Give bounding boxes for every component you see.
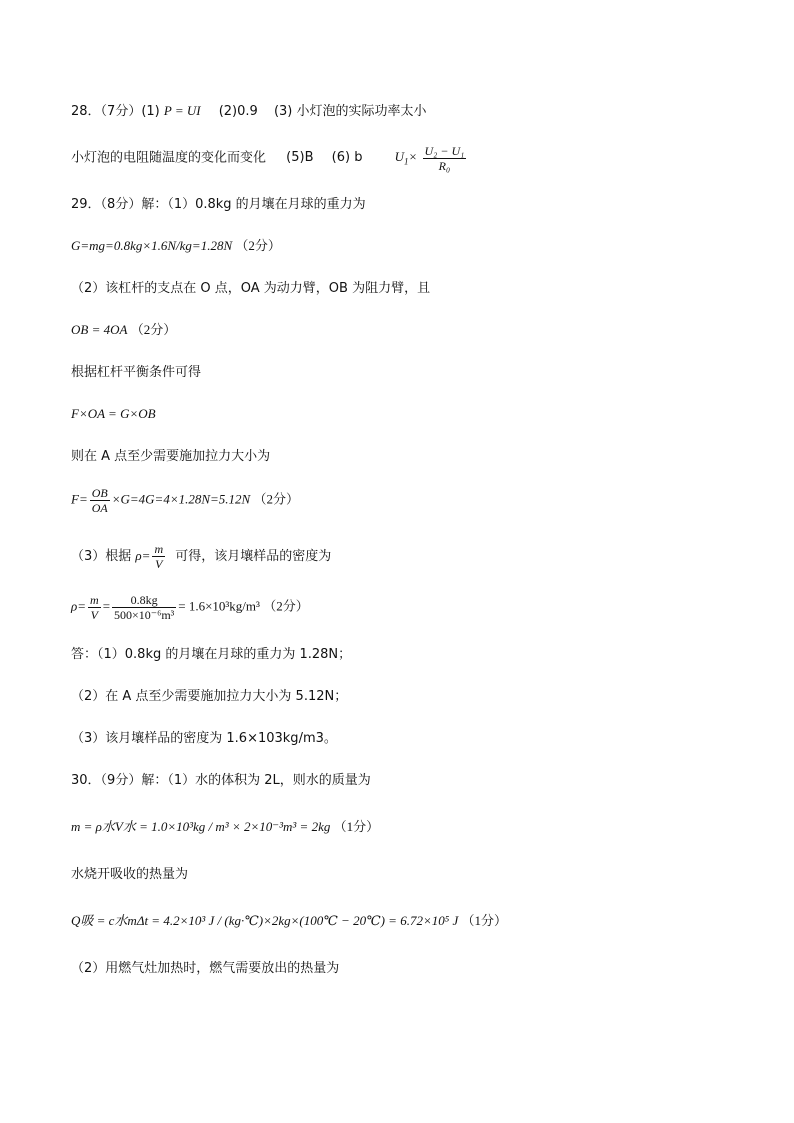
q28-answer-3: (3) 小灯泡的实际功率太小 <box>273 104 427 119</box>
q28-line-2 <box>71 144 468 173</box>
q29-ob-formula <box>71 323 176 336</box>
q29-gravity-formula <box>71 239 281 252</box>
q30-heat-equation: Q吸 = c水mΔt = 4.2×10³ J / (kg·℃)×2kg×(100℃ − 20℃) = 6.72×10⁵ J <box>71 913 459 928</box>
q28-line-1 <box>71 104 427 118</box>
u1-symbol: U <box>394 149 404 165</box>
q29-rho-fraction <box>152 542 165 571</box>
fraction-denominator: OA <box>91 501 108 515</box>
q29-part3 <box>71 542 331 571</box>
q29-balance-text: 根据杠杆平衡条件可得 <box>71 365 202 380</box>
q29-force-formula <box>71 486 299 515</box>
q29-answer-3: （3）该月壤样品的密度为 1.6×103kg/m3。 <box>71 731 337 746</box>
q29-answer-1: 答：（1）0.8kg 的月壤在月球的重力为 1.28N； <box>71 647 352 662</box>
q29-score: （2分） <box>253 491 299 507</box>
fraction-denominator: V <box>90 608 99 622</box>
q30-mass-equation: m = ρ水V水 = 1.0×10³kg / m³ × 2×10⁻³m³ = 2kg <box>71 819 331 834</box>
q29-g-equation: G=mg=0.8kg×1.6N/kg=1.28N <box>71 238 233 253</box>
q30-score: （1分） <box>461 913 508 928</box>
q28-answer-4: 小灯泡的电阻随温度的变化而变化 <box>71 150 267 166</box>
q29-balance-equation: F×OA = G×OB <box>71 406 156 421</box>
q30-part2: （2）用燃气灶加热时，燃气需要放出的热量为 <box>71 961 340 976</box>
q30-header: 30．（9分）解：（1）水的体积为 2L，则水的质量为 <box>71 773 371 788</box>
q29-header: 29．（8分）解：（1）0.8kg 的月壤在月球的重力为 <box>71 197 366 212</box>
q29-part3-prefix: （3）根据 <box>71 549 132 564</box>
q28-answer-6: (6) b <box>331 150 363 166</box>
fraction-numerator: m <box>154 542 164 556</box>
q29-part2: （2）该杠杆的支点在 O 点，OA 为动力臂，OB 为阻力臂，且 <box>71 281 431 296</box>
q28-label: 28．（7分）(1) <box>71 104 160 119</box>
u1-subscript: 1 <box>403 157 409 168</box>
q28-fraction <box>423 144 467 173</box>
fraction-denominator: V <box>155 557 163 571</box>
q30-heat-text: 水烧开吸收的热量为 <box>71 867 189 882</box>
f-prefix: F= <box>71 491 88 507</box>
rho-prefix: ρ= <box>135 548 151 563</box>
q28-fraction-numerator: U₂ − U₁ <box>424 144 465 158</box>
q29-answer-2: （2）在 A 点至少需要施加拉力大小为 5.12N； <box>71 689 348 704</box>
q29-calc-fraction <box>112 593 176 622</box>
q29-score: （2分） <box>130 322 177 337</box>
fraction-denominator: 500×10⁻⁶m³ <box>114 608 175 622</box>
rho-prefix: ρ= <box>71 598 87 614</box>
q28-answer-5: (5)B <box>286 150 314 166</box>
q29-rho-fraction-2 <box>88 593 101 622</box>
q29-force-text: 则在 A 点至少需要施加拉力大小为 <box>71 449 271 464</box>
q28-answer-2: (2)0.9 <box>218 104 258 119</box>
f-result: ×G=4G=4×1.28N=5.12N <box>111 491 251 507</box>
q29-force-fraction <box>90 486 110 515</box>
times-sign: × <box>408 149 418 165</box>
q28-formula-p-ui: P = UI <box>163 103 201 118</box>
q29-density-formula: ρ= $\frac{m}{V}$ = $\frac{0.8kg}{\text{500×10⁻⁶m³}}$ = 1.6×10³kg/m³ （2分） <box>71 593 309 622</box>
q30-heat-formula <box>71 914 507 927</box>
density-result: = 1.6×10³kg/m³ <box>178 598 260 614</box>
q30-score: （1分） <box>333 819 380 834</box>
q28-answer-7-formula <box>394 144 469 173</box>
q29-score: （2分） <box>235 238 281 253</box>
fraction-numerator: 0.8kg <box>112 593 176 608</box>
q30-mass-formula <box>71 820 379 833</box>
q29-score: （2分） <box>263 598 309 614</box>
q28-fraction-denominator: R₀ <box>438 159 451 173</box>
q29-part3-suffix: 可得，该月壤样品的密度为 <box>175 549 332 564</box>
fraction-numerator: OB <box>91 486 108 500</box>
q29-ob-equation: OB = 4OA <box>71 322 128 337</box>
fraction-numerator: m <box>90 593 99 607</box>
